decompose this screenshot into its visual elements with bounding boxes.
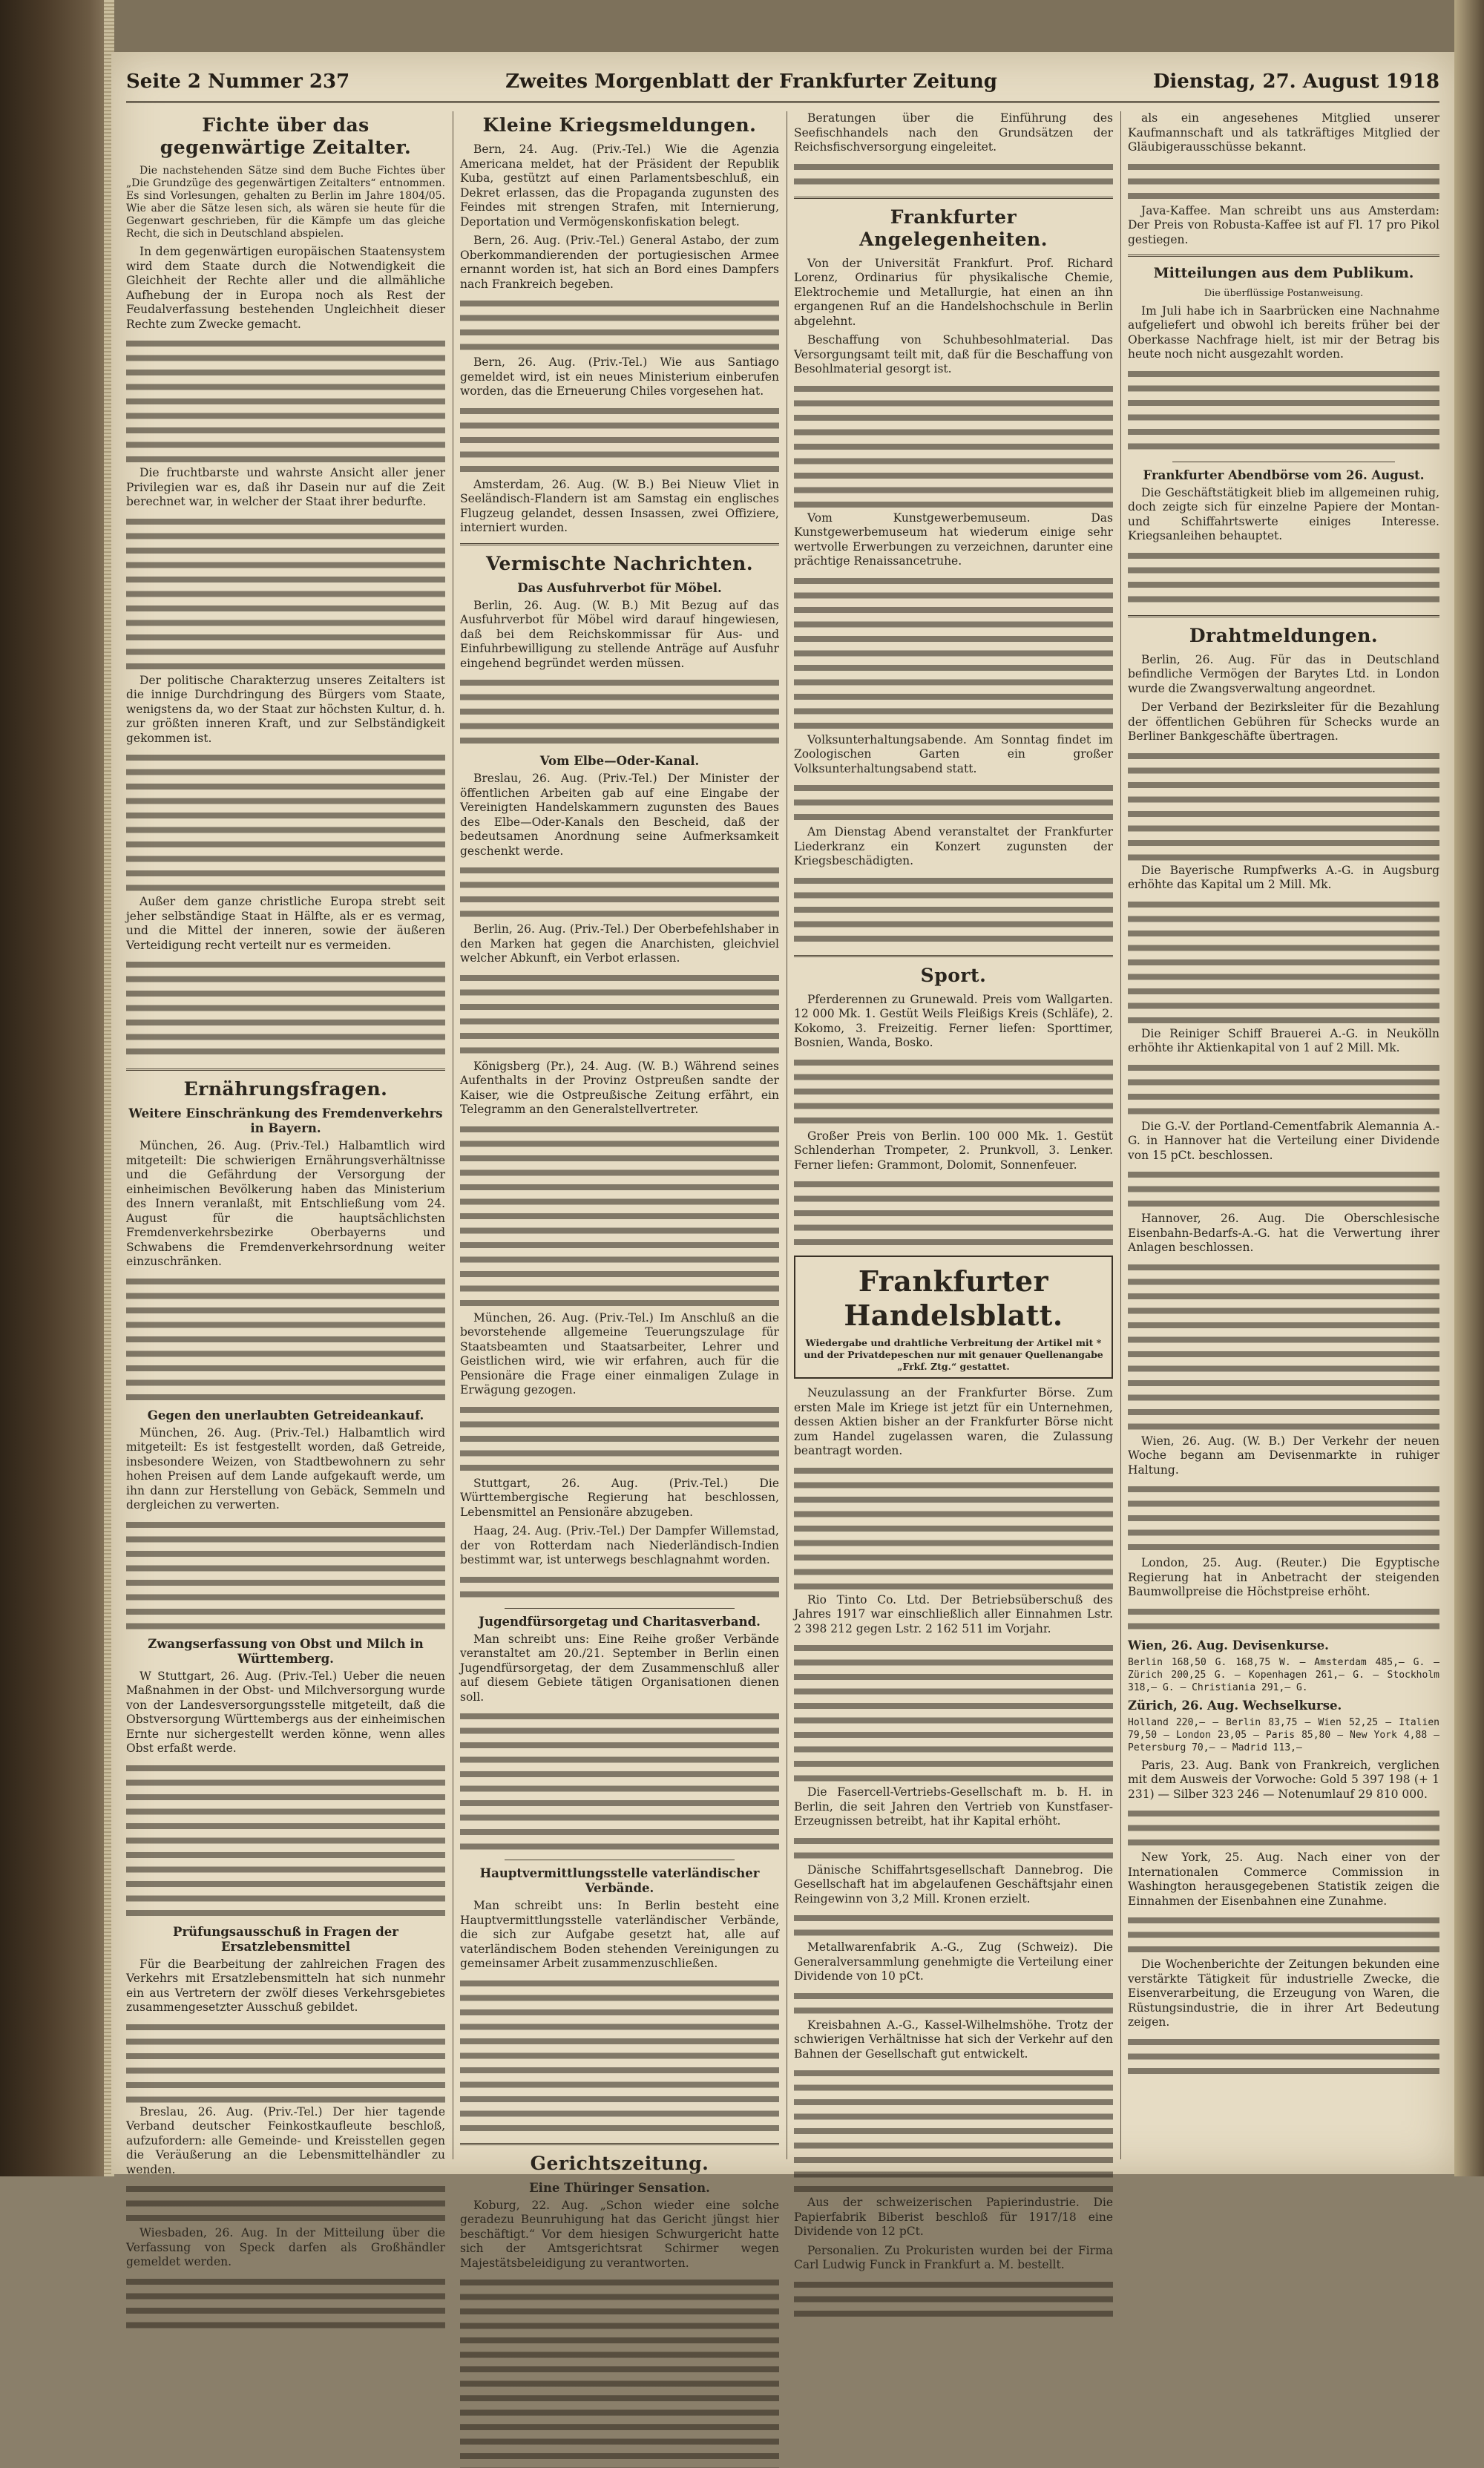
article-paragraph: Der politische Charakterzug unseres Zeitalters ist die innige Durchdringung des Bürgers vom Staate, wenigstens da, wo der Staat zur höchsten Kultur, d. h. zur größten inneren Kraft, und zur Selbständigkeit gekommen ist. bbox=[126, 673, 445, 745]
exchange-rate-table: Holland 220,— — Berlin 83,75 — Wien 52,25 — Italien 79,50 — London 23,05 — Paris 85,80 — New York 4,88 — Petersburg 70,— — Madrid 113,— bbox=[1128, 1716, 1439, 1753]
article-paragraph: Man schreibt uns: In Berlin besteht eine Hauptvermittlungsstelle vaterländischer Verbände, die sich zur Aufgabe gesetzt hat, alle auf vaterländischem Boden stehenden Vereinigungen zu gemeinsamer Arbeit zusammenzuschließen. bbox=[460, 1899, 779, 1970]
article-paragraph: Pferderennen zu Grunewald. Preis vom Wallgarten. 12 000 Mk. 1. Gestüt Weils Fleißigs Kreis (Schläfe), 2. Kokomo, 3. Freizeitig. Ferner liefen: Sporttimer, Bosnien, Wanda, Bosko. bbox=[794, 992, 1113, 1049]
text-block bbox=[460, 296, 779, 355]
text-block bbox=[126, 2020, 445, 2105]
column-3 bbox=[794, 111, 1113, 2271]
text-block bbox=[1128, 1806, 1439, 1851]
masthead bbox=[126, 62, 1439, 103]
subheadline-getreide: Gegen den unerlaubten Getreideankauf. bbox=[147, 1408, 424, 1422]
text-block bbox=[794, 1055, 1113, 1129]
headline-abendboerse: Frankfurter Abendbörse vom 26. August. bbox=[1143, 467, 1425, 482]
article-paragraph: München, 26. Aug. (Priv.-Tel.) Halbamtlich wird mitgeteilt: Es ist festgestellt worden, daß Getreide, insbesondere Weizen, von Stadtbewohnern zu sehr hohen Preisen auf dem Lande aufgekauft werde, um ihn dann zur Herstellung von Gebäck, Semmeln und dergleichen zu verwerten. bbox=[126, 1425, 445, 1512]
section-divider bbox=[1128, 255, 1439, 257]
heading-zuerich-wechsel: Zürich, 26. Aug. Wechselkurse. bbox=[1128, 1698, 1342, 1713]
article-paragraph: Metallwarenfabrik A.-G., Zug (Schweiz). Die Generalversammlung genehmigte die Verteilung einer Dividende von 10 pCt. bbox=[794, 1940, 1113, 1983]
article-paragraph: Die G.-V. der Portland-Cementfabrik Alemannia A.-G. in Hannover hat die Verteilung einer Dividende von 15 pCt. beschlossen. bbox=[1128, 1119, 1439, 1162]
article-paragraph: Für die Bearbeitung der zahlreichen Fragen des Verkehrs mit Ersatzlebensmitteln hat sich nunmehr ein aus Vertretern der zwölf dieses Verkehrsgebietes zusammengesetzter Ausschuß gebildet. bbox=[126, 1957, 445, 2014]
headline-vermischte: Vermischte Nachrichten. bbox=[485, 552, 754, 574]
headline-handelsblatt: Frankfurter Handelsblatt. bbox=[844, 1264, 1063, 1332]
masthead-date: Dienstag, 27. August 1918 bbox=[1152, 70, 1439, 93]
article-paragraph: Großer Preis von Berlin. 100 000 Mk. 1. Gestüt Schlenderhan Trompeter, 2. Prunkvoll, 3. Lenker. Ferner liefen: Grammont, Dolomit, Sonnenfeuer. bbox=[794, 1129, 1113, 1172]
article-paragraph: Rio Tinto Co. Ltd. Der Betriebsüberschuß des Jahres 1917 war einschließlich aller Einnahmen Lstr. 2 398 212 gegen Lstr. 2 162 511 im Vorjahr. bbox=[794, 1592, 1113, 1635]
text-block bbox=[1128, 1482, 1439, 1556]
article-paragraph: Vom Kunstgewerbemuseum. Das Kunstgewerbemuseum hat wiederum einige sehr wertvolle Erwerbungen zu verzeichnen, darunter eine prächtige Renaissancetruhe. bbox=[794, 511, 1113, 568]
article-paragraph: Am Dienstag Abend veranstaltet der Frankfurter Liederkranz ein Konzert zugunsten der Kriegsbeschädigten. bbox=[794, 825, 1113, 867]
article-paragraph: Im Juli habe ich in Saarbrücken eine Nachnahme aufgeliefert und obwohl ich bereits früher bei der Oberkasse Nachfrage hielt, ist mir der Betrag bis heute noch nicht ausgezahlt worden. bbox=[1128, 303, 1439, 361]
heading-wien-devisen: Wien, 26. Aug. Devisenkurse. bbox=[1128, 1638, 1329, 1653]
text-block bbox=[794, 2066, 1113, 2196]
article-paragraph: Dänische Schiffahrtsgesellschaft Dannebrog. Die Gesellschaft hat im abgelaufenen Geschäftsjahr einen Reingewinn von 3,2 Mill. Kronen erzielt. bbox=[794, 1863, 1113, 1906]
text-block bbox=[460, 1709, 779, 1854]
section-divider bbox=[794, 955, 1113, 957]
article-paragraph: als ein angesehenes Mitglied unserer Kaufmannschaft und als tatkräftiges Mitglied der Gläubigerausschüsse bekannt. bbox=[1128, 111, 1439, 154]
text-block bbox=[1128, 1260, 1439, 1434]
subheadline-obst: Zwangserfassung von Obst und Milch in Württemberg. bbox=[148, 1636, 424, 1666]
section-divider bbox=[460, 2143, 779, 2145]
text-block bbox=[126, 957, 445, 1061]
text-block bbox=[460, 1122, 779, 1311]
article-paragraph: In dem gegenwärtigen europäischen Staatensystem wird dem Staate durch die Notwendigkeit die Gleichheit der Rechte aller und die allmähliche Aufhebung der in Europa noch als Rest der Feudalverfassung bestehenden Ungleichheit dieser Rechte zum Zwecke gemacht. bbox=[126, 245, 445, 331]
article-paragraph: London, 25. Aug. (Reuter.) Die Egyptische Regierung hat in Anbetracht der steigenden Baumwollpreise die Höchstpreise erhöht. bbox=[1128, 1556, 1439, 1598]
article-paragraph: Die Reiniger Schiff Brauerei A.-G. in Neukölln erhöhte ihr Aktienkapital von 1 auf 2 Mill. Mk. bbox=[1128, 1026, 1439, 1054]
article-paragraph: Berlin, 26. Aug. Für das in Deutschland befindliche Vermögen der Barytes Ltd. in London wurde die Zwangsverwaltung angeordnet. bbox=[1128, 652, 1439, 695]
subheadline-sensation: Eine Thüringer Sensation. bbox=[529, 2180, 710, 2195]
text-block bbox=[460, 2275, 779, 2468]
text-block bbox=[126, 1274, 445, 1404]
article-paragraph: Der Verband der Bezirksleiter für die Bezahlung der öffentlichen Gebühren für Schecks wurde an Berliner Bankgeschäfte übertragen. bbox=[1128, 700, 1439, 743]
article-paragraph: Personalien. Zu Prokuristen wurden bei der Firma Carl Ludwig Funck in Frankfurt a. M. bestellt. bbox=[794, 2243, 1113, 2271]
section-divider bbox=[794, 197, 1113, 199]
text-block bbox=[126, 1517, 445, 1632]
text-block bbox=[794, 160, 1113, 189]
text-block bbox=[1128, 367, 1439, 456]
subheadline-pruefung: Prüfungsausschuß in Fragen der Ersatzlebensmittel bbox=[173, 1924, 398, 1954]
article-paragraph: Beratungen über die Einführung des Seefischhandels nach den Grundsätzen der Reichsfischversorgung eingeleitet. bbox=[794, 111, 1113, 154]
text-block bbox=[794, 1834, 1113, 1863]
section-divider bbox=[126, 1069, 445, 1071]
newspaper-page bbox=[111, 52, 1454, 2271]
text-block bbox=[1128, 160, 1439, 204]
article-paragraph: Wien, 26. Aug. (W. B.) Der Verkehr der neuen Woche begann am Devisenmarkte in ruhiger Haltung. bbox=[1128, 1434, 1439, 1477]
article-paragraph: Die Bayerische Rumpfwerks A.-G. in Augsburg erhöhte das Kapital um 2 Mill. Mk. bbox=[1128, 863, 1439, 891]
book-binding bbox=[0, 0, 111, 2176]
headline-mitteilungen: Mitteilungen aus dem Publikum. bbox=[1153, 265, 1414, 281]
article-paragraph: W Stuttgart, 26. Aug. (Priv.-Tel.) Ueber die neuen Maßnahmen in der Obst- und Milchversorgung wurde von der Landesversorgungsstelle mitgeteilt, daß die Obstversorgung Württembergs aus der einheimischen Ernte nur sichergestellt werden könne, wenn alles Obst erfaßt werde. bbox=[126, 1669, 445, 1755]
subheadline-ausfuhr: Das Ausfuhrverbot für Möbel. bbox=[517, 580, 722, 595]
text-block bbox=[1128, 1167, 1439, 1212]
text-block bbox=[460, 1976, 779, 2136]
text-block bbox=[1128, 2035, 1439, 2079]
article-paragraph: Die Geschäftstätigkeit blieb im allgemeinen ruhig, doch zeigte sich für einzelne Papiere der Montan- und Schiffahrtswerte einiges Interesse. Kriegsanleihen behauptet. bbox=[1128, 485, 1439, 542]
article-paragraph: Bern, 26. Aug. (Priv.-Tel.) Wie aus Santiago gemeldet wird, ist ein neues Ministerium einberufen worden, das die Erneuerung Chiles vorgesehen hat. bbox=[460, 355, 779, 398]
subheadline-jugendfuersorge: Jugendfürsorgetag und Charitasverband. bbox=[479, 1614, 761, 1629]
column-4 bbox=[1128, 111, 1439, 2159]
article-paragraph: Die fruchtbarste und wahrste Ansicht aller jener Privilegien war es, daß ihr Dasein nur auf die Zeit berechnet war, in welcher der Staat ihrer bedurfte. bbox=[126, 466, 445, 508]
text-block bbox=[460, 971, 779, 1060]
text-block bbox=[126, 2274, 445, 2334]
headline-angelegenheiten: Frankfurter Angelegenheiten. bbox=[859, 206, 1048, 250]
text-block bbox=[794, 1989, 1113, 2018]
text-block bbox=[1128, 749, 1439, 864]
headline-gerichtszeitung: Gerichtszeitung. bbox=[530, 2152, 709, 2174]
article-paragraph: Amsterdam, 26. Aug. (W. B.) Bei Nieuw Vliet in Seeländisch-Flandern ist am Samstag ein englisches Flugzeug gelandet, dessen Insassen, zwei Offiziere, interniert wurden. bbox=[460, 477, 779, 534]
text-block bbox=[460, 675, 779, 749]
text-block bbox=[1128, 548, 1439, 608]
column-2 bbox=[460, 111, 779, 2270]
subheadline-hauptvermittlung: Hauptvermittlungsstelle vaterländischer Verbände. bbox=[479, 1866, 760, 1895]
text-block bbox=[460, 404, 779, 478]
text-block bbox=[1128, 1060, 1439, 1120]
article-paragraph: Von der Universität Frankfurt. Prof. Richard Lorenz, Ordinarius für physikalische Chemie, Elektrochemie und Metallurgie, hat einen an ihn ergangenen Ruf an die Handelshochschule in Berlin abgelehnt. bbox=[794, 256, 1113, 328]
text-block bbox=[794, 781, 1113, 825]
exchange-rate-table: Berlin 168,50 G. 168,75 W. — Amsterdam 485,— G. — Zürich 200,25 G. — Kopenhagen 261,— G. — Stockholm 318,— G. — Christiania 291,— G. bbox=[1128, 1656, 1439, 1693]
article-paragraph: Volksunterhaltungsabende. Am Sonntag findet im Zoologischen Garten ein großer Volksunterhaltungsabend statt. bbox=[794, 732, 1113, 775]
text-block bbox=[1128, 1913, 1439, 1957]
text-block bbox=[126, 1761, 445, 1920]
column-rule bbox=[1120, 111, 1121, 2159]
text-block bbox=[1128, 897, 1439, 1027]
article-paragraph: Außer dem ganze christliche Europa strebt seit jeher selbständige Staat in Hälfte, als er es vermag, und die Mittel der inneren, sowie der äußeren Verteidigung recht verteilt nur es vermeiden. bbox=[126, 895, 445, 952]
text-block bbox=[794, 1177, 1113, 1251]
text-block bbox=[794, 1463, 1113, 1593]
subheadline-fremdenverkehr: Weitere Einschränkung des Fremdenverkehrs in Bayern. bbox=[128, 1106, 443, 1135]
subheadline-elbe-oder: Vom Elbe—Oder-Kanal. bbox=[539, 754, 700, 768]
reprint-notice: Wiedergabe und drahtliche Verbreitung der Artikel mit * und der Privatdepeschen nur mit genauer Quellenangabe „Frkf. Ztg.“ gestattet. bbox=[804, 1337, 1103, 1372]
headline-drahtmeldungen: Drahtmeldungen. bbox=[1189, 624, 1379, 646]
article-paragraph: Haag, 24. Aug. (Priv.-Tel.) Der Dampfer Willemstad, der von Rotterdam nach Niederländisch-Indien bestimmt war, ist unterwegs beschlagnahmt worden. bbox=[460, 1524, 779, 1566]
headline-sport: Sport. bbox=[920, 964, 987, 986]
text-block bbox=[794, 381, 1113, 511]
article-paragraph: Paris, 23. Aug. Bank von Frankreich, verglichen mit dem Ausweis der Vorwoche: Gold 5 397 198 (+ 1 231) — Silber 323 246 — Notenumlauf 29 810 000. bbox=[1128, 1758, 1439, 1801]
article-paragraph: Bern, 26. Aug. (Priv.-Tel.) General Astabo, der zum Oberkommandierenden der portugiesischen Armee ernannt worden ist, hat sich an Bord eines Dampfers nach Frankreich begeben. bbox=[460, 234, 779, 291]
article-paragraph: Die Fasercell-Vertriebs-Gesellschaft m. b. H. in Berlin, die seit Jahren den Vertrieb von Kunstfaser-Erzeugnissen betreibt, hat ihr Kapital erhöht. bbox=[794, 1785, 1113, 1828]
article-paragraph: München, 26. Aug. (Priv.-Tel.) Halbamtlich wird mitgeteilt: Die schwierigen Ernährungsverhältnisse und die Gefährdung der Versorgung der einheimischen Bevölkerung haben das Ministerium des Innern veranlaßt, mit Entschließung vom 24. August für die hauptsächlichsten Fremdenverkehrsbezirke Oberbayerns und Schwabens die Fremdenverkehrsordnung weiter einzuschränken. bbox=[126, 1139, 445, 1268]
section-divider bbox=[505, 1608, 735, 1609]
mitteilungen-subtitle: Die überflüssige Postanweisung. bbox=[1204, 288, 1364, 299]
scan-top-strip bbox=[111, 0, 1484, 52]
article-paragraph: Kreisbahnen A.-G., Kassel-Wilhelmshöhe. Trotz der schwierigen Verhältnisse hat sich der Verkehr auf den Bahnen der Gesellschaft gut entwickelt. bbox=[794, 2018, 1113, 2061]
article-paragraph: Breslau, 26. Aug. (Priv.-Tel.) Der hier tagende Verband deutscher Feinkostkaufleute beschloß, aufzufordern: alle Gemeinde- und Kreisstellen gegen die Veräußerung an die Lebensmittelhändler zu wenden. bbox=[126, 2104, 445, 2176]
section-divider bbox=[460, 543, 779, 545]
headline-kriegsmeldungen: Kleine Kriegsmeldungen. bbox=[482, 114, 757, 136]
headline-fichte: Fichte über das gegenwärtige Zeitalter. bbox=[160, 114, 412, 158]
article-paragraph: Koburg, 22. Aug. „Schon wieder eine solche geradezu Beunruhigung hat das Gericht jüngst hier beschäftigt.“ Vor dem hiesigen Schwurgericht hatte sich der Amtsgerichtsrat Schirmer wegen Majestätsbeleidigung zu verantworten. bbox=[460, 2198, 779, 2270]
article-paragraph: Hannover, 26. Aug. Die Oberschlesische Eisenbahn-Bedarfs-A.-G. hat die Verwertung ihrer Anlagen beschlossen. bbox=[1128, 1212, 1439, 1254]
text-block bbox=[794, 1641, 1113, 1785]
text-block bbox=[460, 1402, 779, 1477]
article-paragraph: Breslau, 26. Aug. (Priv.-Tel.) Der Minister der öffentlichen Arbeiten gab auf eine Eingabe der Vereinigten Handelskammern zugunsten des Baues des Elbe—Oder-Kanals den Bescheid, daß der bedeutsamen Anordnung seine Aufmerksamkeit geschenkt werde. bbox=[460, 772, 779, 858]
article-paragraph: Die Wochenberichte der Zeitungen bekunden eine verstärkte Tätigkeit für industrielle Zwecke, die Eisenverarbeitung, die Erzeugung von Waren, die Rüstungsindustrie, die in ihrer Art Bedeutung zeigen. bbox=[1128, 1957, 1439, 2029]
article-paragraph: Die nachstehenden Sätze sind dem Buche Fichtes über „Die Grundzüge des gegenwärtigen Zeitalters“ entnommen. Es sind Vorlesungen, gehalten zu Berlin im Jahre 1804/05. Wie aber die Sätze lesen sich, als wären sie heute für die Gegenwart geschrieben, für die Kämpfe um das gleiche Recht, die sich in Deutschland abspielen. bbox=[126, 165, 445, 240]
text-block bbox=[126, 336, 445, 466]
section-divider bbox=[1128, 615, 1439, 617]
masthead-title: Zweites Morgenblatt der Frankfurter Zeitung bbox=[505, 70, 997, 93]
text-block bbox=[126, 514, 445, 674]
text-block bbox=[794, 2277, 1113, 2322]
article-paragraph: Beschaffung von Schuhbesohlmaterial. Das Versorgungsamt teilt mit, daß für die Beschaffung von Besohlmaterial gesorgt ist. bbox=[794, 333, 1113, 375]
text-block bbox=[460, 1572, 779, 1602]
page-right-edge bbox=[1454, 0, 1484, 2176]
article-paragraph: Man schreibt uns: Eine Reihe großer Verbände veranstaltet am 20./21. September in Berlin einen Jugendfürsorgetag, der dem Zusammenschluß aller auf diesem Gebiete tätigen Organisationen dienen soll. bbox=[460, 1632, 779, 1704]
article-paragraph: Berlin, 26. Aug. (W. B.) Mit Bezug auf das Ausfuhrverbot für Möbel wird darauf hingewiesen, daß bei dem Reichskommissar für Aus- und Einfuhrbewilligung zu stellende Anträge auf Ausfuhr eingehend begründet werden müssen. bbox=[460, 598, 779, 670]
text-block bbox=[794, 574, 1113, 733]
article-paragraph: Wiesbaden, 26. Aug. In der Mitteilung über die Verfassung von Speck darfen als Großhändler gemeldet werden. bbox=[126, 2226, 445, 2268]
text-block bbox=[794, 873, 1113, 948]
text-block bbox=[126, 750, 445, 895]
article-paragraph: Java-Kaffee. Man schreibt uns aus Amsterdam: Der Preis von Robusta-Kaffee ist auf Fl. 17 pro Pikol gestiegen. bbox=[1128, 203, 1439, 246]
article-paragraph: Aus der schweizerischen Papierindustrie. Die Papierfabrik Biberist beschloß für 1917/18 eine Dividende von 12 pCt. bbox=[794, 2196, 1113, 2238]
text-block bbox=[794, 1911, 1113, 1940]
article-paragraph: Bern, 24. Aug. (Priv.-Tel.) Wie die Agenzia Americana meldet, hat der Präsident der Republik Kuba, gestützt auf einen Parlamentsbeschluß, ein Dekret erlassen, das die Propaganda zugunsten des Feindes mit strengen Strafen, mit Internierung, Deportation und Vermögenskonfiskation belegt. bbox=[460, 142, 779, 229]
article-paragraph: New York, 25. Aug. Nach einer von der Internationalen Commerce Commission in Washington herausgegebenen Statistik zeigen die Einnahmen der Eisenbahnen eine Zunahme. bbox=[1128, 1851, 1439, 1908]
article-paragraph: München, 26. Aug. (Priv.-Tel.) Im Anschluß an die bevorstehende allgemeine Teuerungszulage für Staatsbeamten und Staatsarbeiter, Lehrer und Geistlichen wird, wie wir erfahren, auch für die Pensionäre die Frage einer einmaligen Zulage in Erwägung gezogen. bbox=[460, 1310, 779, 1397]
headline-ernaehrung: Ernährungsfragen. bbox=[183, 1078, 388, 1100]
article-paragraph: Berlin, 26. Aug. (Priv.-Tel.) Der Oberbefehlshaber in den Marken hat gegen die Anarchisten, gleichviel welcher Abkunft, ein Verbot erlassen. bbox=[460, 922, 779, 965]
text-block bbox=[1128, 1604, 1439, 1634]
text-block bbox=[460, 863, 779, 922]
column-1 bbox=[126, 111, 445, 2268]
handelsblatt-header-box bbox=[794, 1256, 1113, 1379]
text-block bbox=[126, 2182, 445, 2226]
masthead-page-number: Seite 2 Nummer 237 bbox=[126, 70, 350, 93]
article-paragraph: Stuttgart, 26. Aug. (Priv.-Tel.) Die Württembergische Regierung hat beschlossen, Lebensmittel an Pensionäre abzugeben. bbox=[460, 1476, 779, 1519]
article-paragraph: Neuzulassung an der Frankfurter Börse. Zum ersten Male im Kriege ist jetzt für ein Unternehmen, dessen Aktien bisher an der Frankfurter Börse nicht zum Handel zugelassen waren, die Zulassung beantragt worden. bbox=[794, 1386, 1113, 1457]
article-paragraph: Königsberg (Pr.), 24. Aug. (W. B.) Während seines Aufenthalts in der Provinz Ostpreußen sandte der Kaiser, wie die Ostpreußische Zeitung erfährt, ein Telegramm an den Generalstellvertreter. bbox=[460, 1059, 779, 1116]
